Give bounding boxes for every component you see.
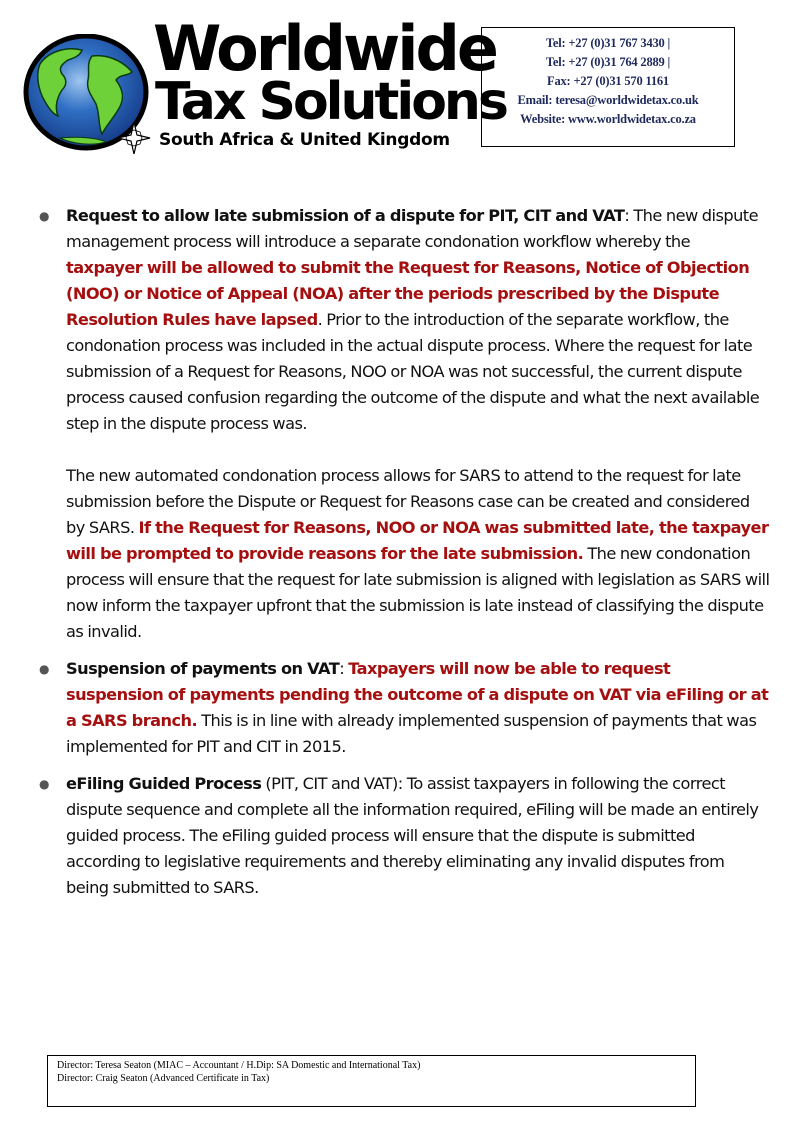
bullet-icon: ● — [39, 209, 49, 223]
contact-email[interactable]: Email: teresa@worldwidetax.co.uk — [517, 93, 699, 107]
globe-icon — [22, 34, 154, 154]
contact-website[interactable]: Website: www.worldwidetax.co.za — [520, 112, 696, 126]
item-text: The new automated condonation process allows for SARS to attend to the request for late submission before the Dispute or Request for Reasons case can be created and considered by SARS. — [66, 466, 750, 537]
contact-tel-2: Tel: +27 (0)31 764 2889 | — [545, 55, 671, 69]
item-heading: eFiling Guided Process — [66, 774, 262, 793]
list-item-efiling — [30, 771, 770, 901]
document-body — [30, 203, 770, 901]
logo-title-line2: Tax Solutions — [155, 72, 506, 132]
footer-director-1: Director: Teresa Seaton (MIAC – Accountant / H.Dip: SA Domestic and International Tax) — [57, 1060, 421, 1071]
company-logo — [18, 12, 506, 156]
logo-tagline: South Africa & United Kingdom — [159, 130, 450, 150]
footer-director-2: Director: Craig Seaton (Advanced Certificate in Tax) — [57, 1072, 270, 1084]
logo-title-line1: Worldwide — [153, 12, 496, 85]
contact-box — [481, 27, 735, 147]
item-heading: Suspension of payments on VAT — [66, 659, 340, 678]
contact-tel-1: Tel: +27 (0)31 767 3430 | — [545, 36, 671, 50]
item-highlight: taxpayer will be allowed to submit the Request for Reasons, Notice of Objection (NOO) or Notice of Appeal (NOA) after the periods prescribed by the Dispute Resolution Rules have lapsed — [66, 258, 750, 329]
item-highlight: If the Request for Reasons, NOO or NOA was submitted late, the taxpayer will be prompted to provide reasons for the late submission. — [66, 518, 769, 563]
item-text: : — [339, 659, 349, 678]
item-text: This is in line with already implemented suspension of payments that was implemented for PIT and CIT in 2015. — [66, 711, 757, 756]
bullet-icon: ● — [39, 662, 49, 676]
bullet-icon: ● — [39, 777, 49, 791]
item-text: : The new dispute management process will introduce a separate condonation workflow whereby the — [66, 206, 758, 251]
item-heading: Request to allow late submission of a dispute for PIT, CIT and VAT — [66, 206, 625, 225]
item-text: . Prior to the introduction of the separate workflow, the condonation process was included in the actual dispute process. Where the request for late submission of a Request for Reasons, NOO or NOA was not successful, the current dispute process caused confusion regarding the outcome of the dispute and what the next available step in the dispute process was. — [66, 310, 760, 433]
list-item-suspension — [30, 656, 770, 760]
item-text: (PIT, CIT and VAT): To assist taxpayers in following the correct dispute sequence and complete all the information required, eFiling will be made an entirely guided process. The eFiling guided process will ensure that the dispute is submitted according to legislative requirements and thereby eliminating any invalid disputes from being submitted to SARS. — [66, 774, 759, 897]
footer-directors-box — [47, 1055, 696, 1107]
contact-fax: Fax: +27 (0)31 570 1161 — [547, 74, 669, 88]
paragraph-condonation — [30, 463, 770, 645]
item-highlight: Taxpayers will now be able to request suspension of payments pending the outcome of a dispute on VAT via eFiling or at a SARS branch. — [66, 659, 769, 730]
item-text: The new condonation process will ensure that the request for late submission is aligned with legislation as SARS will now inform the taxpayer upfront that the submission is late instead of classifying the dispute as invalid. — [66, 544, 770, 641]
list-item-late-submission — [30, 203, 770, 437]
